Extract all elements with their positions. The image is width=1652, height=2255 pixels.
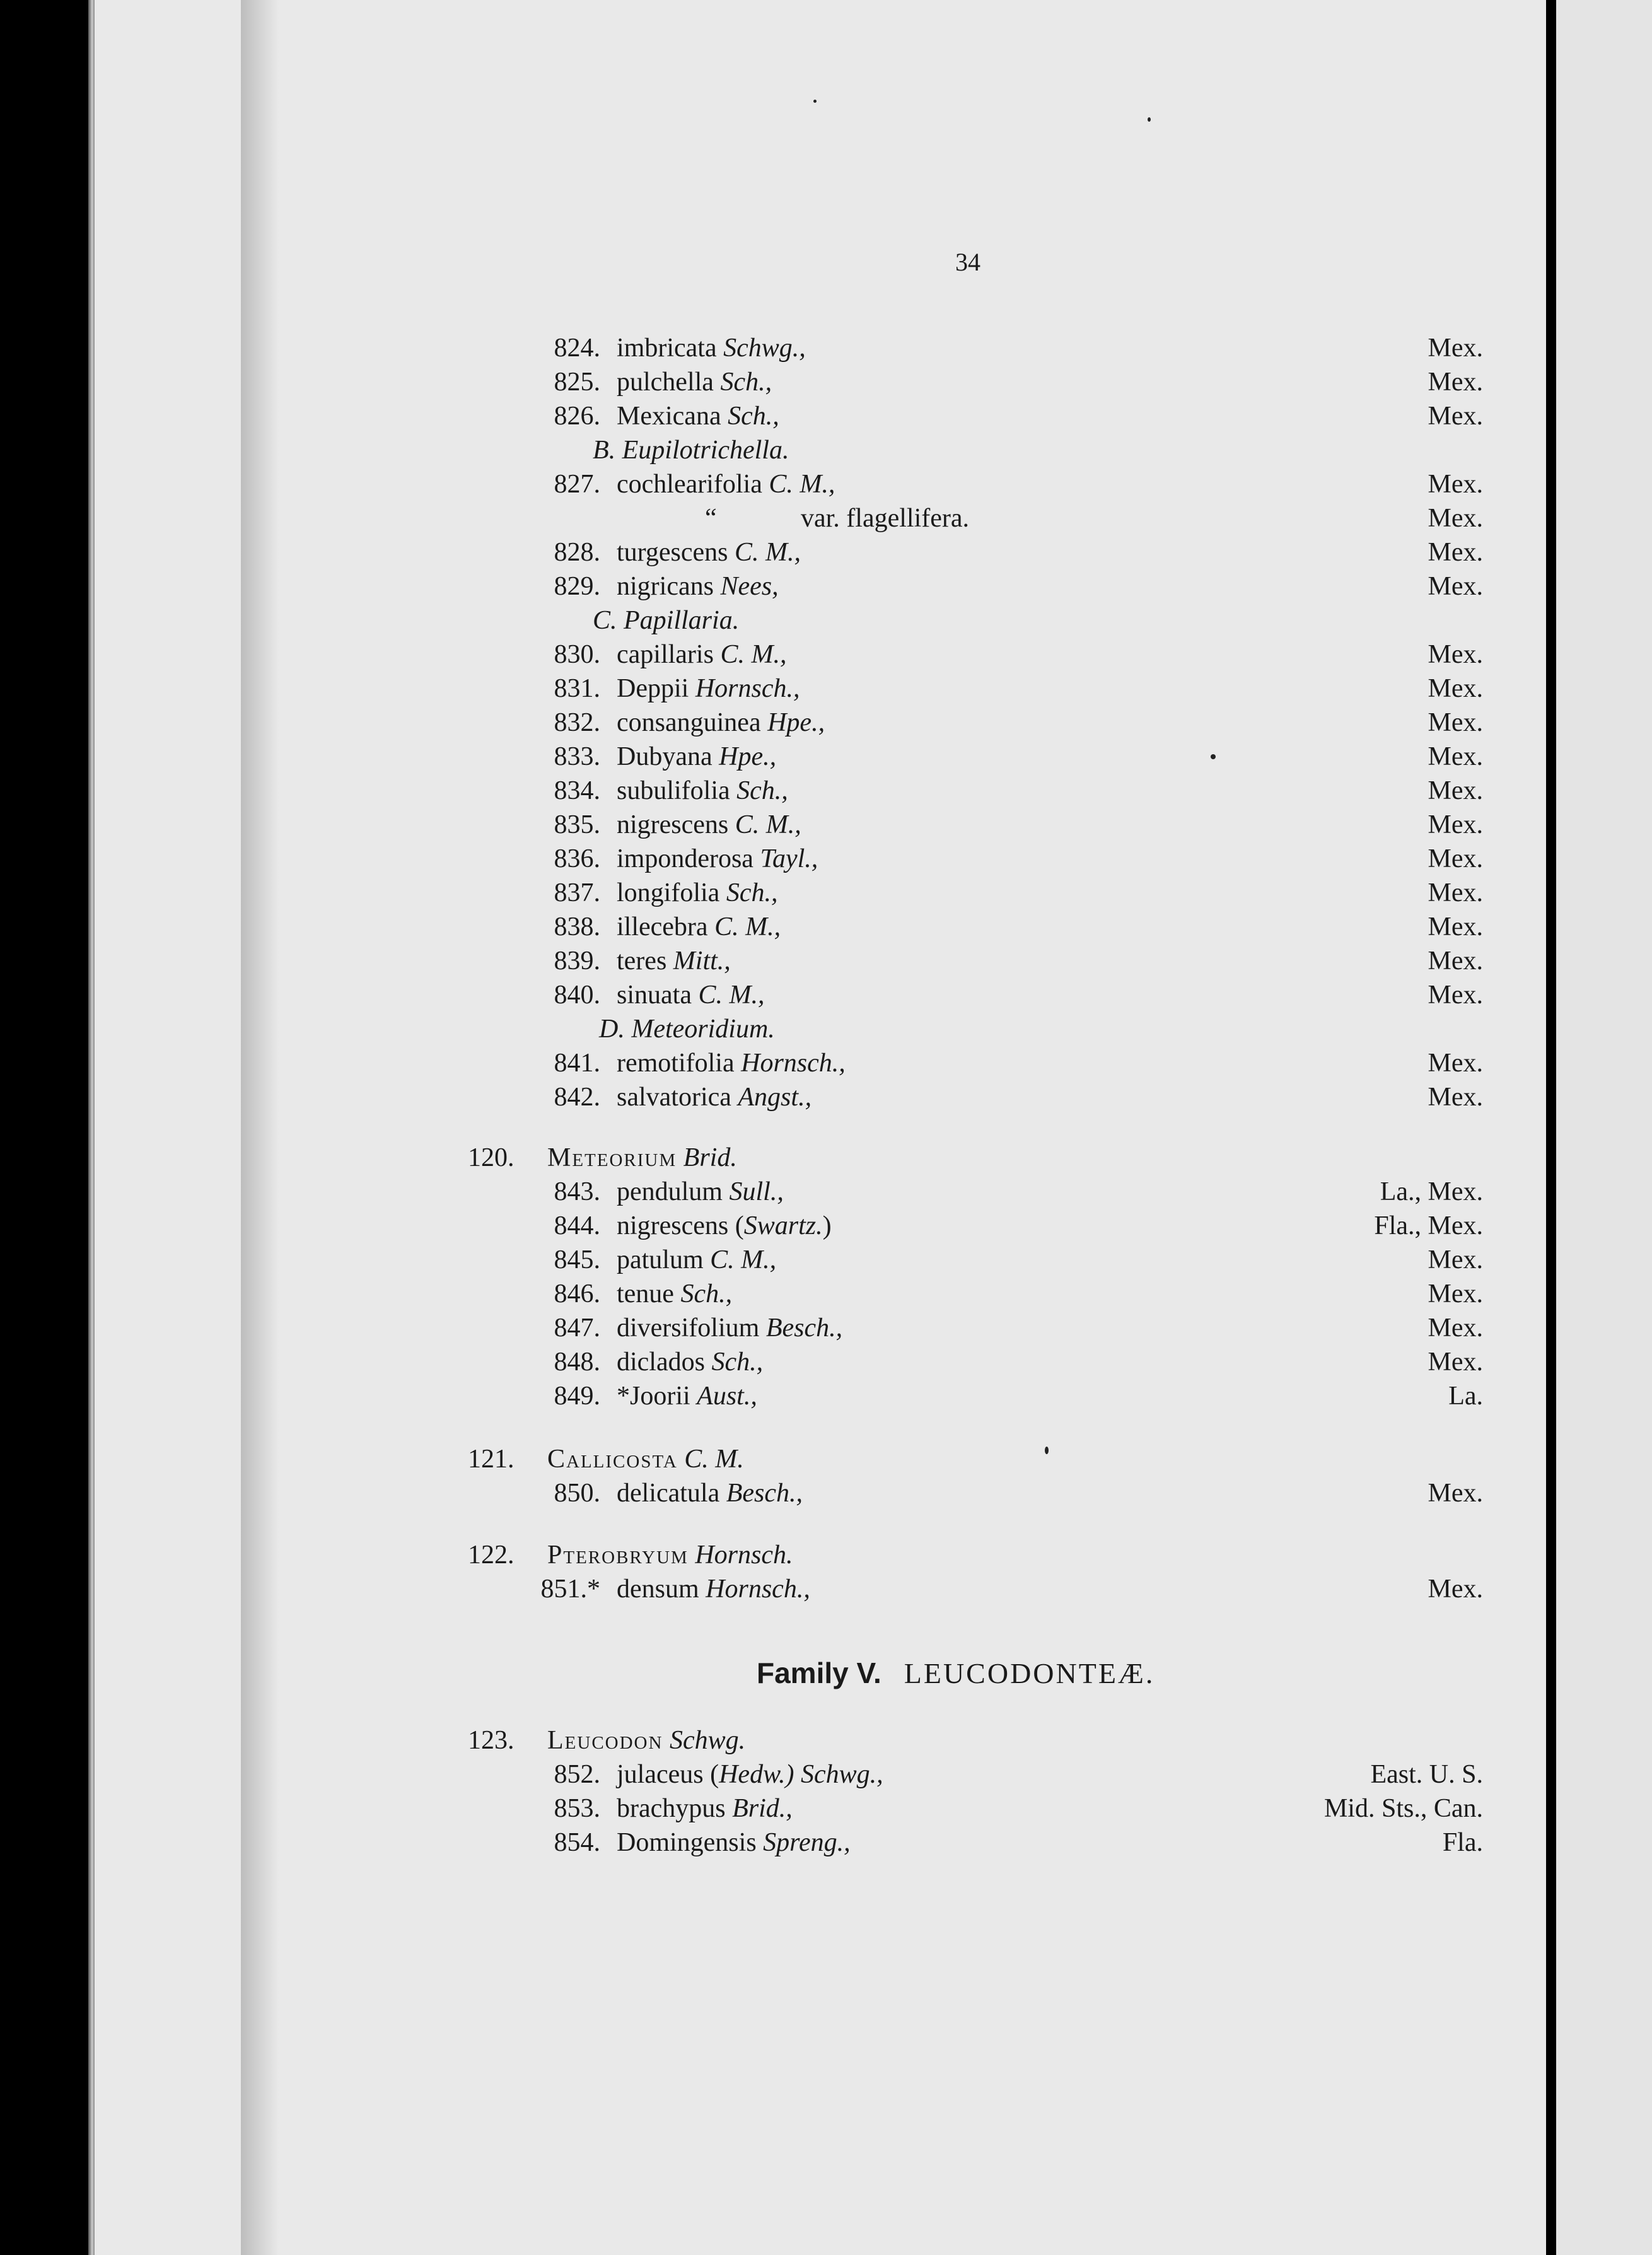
- variety-name: var. flagellifera.: [801, 504, 970, 533]
- species-entry: [95, 844, 1546, 878]
- species-entry: [95, 980, 1546, 1014]
- author: Hornsch.: [695, 1541, 793, 1570]
- species-name: nigricans Nees,: [617, 572, 779, 601]
- species-name: salvatorica Angst.,: [617, 1083, 812, 1112]
- species-entry: [95, 537, 1546, 571]
- distribution: Mex.: [1428, 1575, 1483, 1604]
- species-entry: [95, 367, 1546, 401]
- species-entry: [95, 776, 1546, 810]
- genus-heading: [95, 1143, 1546, 1177]
- entry-number: 827.: [554, 470, 600, 499]
- genus-number: 120.: [468, 1143, 515, 1172]
- author: Sch.,: [680, 1279, 733, 1308]
- author: Nees,: [720, 572, 779, 601]
- species-name: pulchella Sch.,: [617, 368, 772, 397]
- author: Schwg.,: [723, 334, 806, 363]
- species-entry: [95, 1048, 1546, 1082]
- genus-heading: [95, 1725, 1546, 1759]
- book-page: [95, 0, 1546, 2255]
- distribution: Mex.: [1428, 708, 1483, 737]
- species-name: nigrescens C. M.,: [617, 810, 801, 839]
- entry-number: 831.: [554, 674, 600, 703]
- species-entry: [95, 1177, 1546, 1211]
- entry-number: 853.: [554, 1794, 600, 1823]
- species-name: patulum C. M.,: [617, 1245, 777, 1274]
- species-entry: [95, 708, 1546, 742]
- entry-number: 847.: [554, 1314, 600, 1343]
- species-name: consanguinea Hpe.,: [617, 708, 825, 737]
- species-entry: [95, 912, 1546, 946]
- author: Hpe.,: [719, 742, 777, 771]
- distribution: Mex.: [1428, 674, 1483, 703]
- author: Hedw.: [719, 1760, 786, 1789]
- genus-heading: [95, 1444, 1546, 1478]
- author: Brid.,: [732, 1794, 793, 1823]
- entry-number: 850.: [554, 1479, 600, 1508]
- species-name: illecebra C. M.,: [617, 912, 781, 941]
- distribution: Mex.: [1428, 878, 1483, 907]
- scan-speck: [1045, 1447, 1049, 1454]
- entry-number: 832.: [554, 708, 600, 737]
- author: C. M.,: [735, 538, 801, 567]
- distribution: Mid. Sts., Can.: [1323, 1794, 1483, 1823]
- species-name: pendulum Sull.,: [617, 1177, 784, 1206]
- entry-number: 849.: [554, 1382, 600, 1411]
- genus-name: Leucodon Schwg.: [547, 1726, 746, 1755]
- species-name: subulifolia Sch.,: [617, 776, 788, 805]
- distribution: Mex.: [1428, 1083, 1483, 1112]
- family-heading: [757, 1656, 1155, 1690]
- scan-speck: [1211, 754, 1216, 759]
- species-entry: [95, 1478, 1546, 1512]
- species-name: diversifolium Besch.,: [617, 1314, 843, 1343]
- author: Sull.,: [729, 1177, 784, 1206]
- entry-number: 825.: [554, 368, 600, 397]
- species-name: teres Mitt.,: [617, 947, 731, 976]
- subgenus-heading: D. Meteoridium.: [599, 1015, 775, 1044]
- distribution: Mex.: [1428, 1279, 1483, 1308]
- author: C. M.,: [720, 640, 787, 669]
- subgenus-heading: C. Papillaria.: [593, 606, 740, 635]
- species-entry: [95, 1279, 1546, 1313]
- family-name: LEUCODONTEÆ.: [904, 1657, 1155, 1689]
- author: Sch.,: [726, 878, 778, 907]
- distribution: Mex.: [1428, 1348, 1483, 1377]
- author: Brid.: [683, 1143, 737, 1172]
- author: Spreng.,: [763, 1828, 851, 1857]
- species-entry: [95, 946, 1546, 980]
- author: C. M.,: [714, 912, 781, 941]
- species-name: turgescens C. M.,: [617, 538, 801, 567]
- species-entry: [95, 469, 1546, 503]
- entry-number: 824.: [554, 334, 600, 363]
- species-name: Mexicana Sch.,: [617, 402, 779, 431]
- distribution: Mex.: [1428, 402, 1483, 431]
- author: Hornsch.,: [695, 674, 800, 703]
- author: Besch.,: [726, 1479, 803, 1508]
- distribution: Mex.: [1428, 1479, 1483, 1508]
- entry-number: 829.: [554, 572, 600, 601]
- species-entry: [95, 1245, 1546, 1279]
- author: Swartz.: [743, 1211, 823, 1240]
- species-entry: [95, 1082, 1546, 1116]
- entry-number: 854.: [554, 1828, 600, 1857]
- entry-number: 842.: [554, 1083, 600, 1112]
- adjacent-page-edge: [1556, 0, 1652, 2255]
- genus-heading: [95, 1540, 1546, 1574]
- species-entry: [95, 742, 1546, 776]
- genus-name: Pterobryum Hornsch.: [547, 1541, 793, 1570]
- page-gutter: [1546, 0, 1556, 2255]
- author: C. M.,: [710, 1245, 777, 1274]
- species-name: imbricata Schwg.,: [617, 334, 806, 363]
- species-entry: [95, 1211, 1546, 1245]
- species-name: Deppii Hornsch.,: [617, 674, 800, 703]
- species-name: sinuata C. M.,: [617, 981, 765, 1010]
- author: Sch.,: [720, 368, 772, 397]
- entry-number: 852.: [554, 1760, 600, 1789]
- species-name: Domingensis Spreng.,: [617, 1828, 851, 1857]
- entry-number: 835.: [554, 810, 600, 839]
- genus-number: 123.: [468, 1726, 515, 1755]
- species-entry: [95, 333, 1546, 367]
- species-name: diclados Sch.,: [617, 1348, 764, 1377]
- distribution: Mex.: [1428, 947, 1483, 976]
- species-entry: [95, 1827, 1546, 1862]
- author: C. M.,: [735, 810, 801, 839]
- distribution: Mex.: [1428, 981, 1483, 1010]
- author: Sch.,: [728, 402, 779, 431]
- distribution: Mex.: [1428, 504, 1483, 533]
- author: Besch.,: [765, 1314, 843, 1343]
- species-name: brachypus Brid.,: [617, 1794, 793, 1823]
- species-name: imponderosa Tayl.,: [617, 844, 818, 873]
- distribution: Mex.: [1428, 572, 1483, 601]
- distribution: Fla., Mex.: [1374, 1211, 1483, 1240]
- species-name: delicatula Besch.,: [617, 1479, 803, 1508]
- species-name: Dubyana Hpe.,: [617, 742, 777, 771]
- species-entry: [95, 810, 1546, 844]
- entry-number: 834.: [554, 776, 600, 805]
- variety-entry: [95, 503, 1546, 537]
- author: Hornsch.,: [741, 1049, 846, 1078]
- subgenus-heading: B. Eupilotrichella.: [593, 436, 789, 465]
- distribution: Mex.: [1428, 742, 1483, 771]
- entry-number: 839.: [554, 947, 600, 976]
- distribution: Mex.: [1428, 844, 1483, 873]
- entry-number: 837.: [554, 878, 600, 907]
- entry-number: 843.: [554, 1177, 600, 1206]
- distribution: Mex.: [1428, 912, 1483, 941]
- author: Schwg.: [669, 1726, 746, 1755]
- species-name: nigrescens (Swartz.): [617, 1211, 832, 1240]
- author: Sch.,: [736, 776, 788, 805]
- distribution: Mex.: [1428, 1049, 1483, 1078]
- distribution: Mex.: [1428, 470, 1483, 499]
- genus-number: 121.: [468, 1445, 515, 1474]
- distribution: La.: [1448, 1382, 1483, 1411]
- species-entry: [95, 639, 1546, 673]
- entry-number: 826.: [554, 402, 600, 431]
- species-name: julaceus (Hedw.) Schwg.,: [617, 1760, 883, 1789]
- distribution: Mex.: [1428, 1245, 1483, 1274]
- entry-number: 848.: [554, 1348, 600, 1377]
- species-entry: [95, 1347, 1546, 1381]
- family-label: Family V.: [757, 1657, 881, 1689]
- species-entry: [95, 1313, 1546, 1347]
- entry-number: 830.: [554, 640, 600, 669]
- author: Mitt.,: [673, 947, 731, 976]
- species-name: *Joorii Aust.,: [617, 1382, 757, 1411]
- author: Tayl.,: [760, 844, 818, 873]
- distribution: Mex.: [1428, 810, 1483, 839]
- species-entry: [95, 878, 1546, 912]
- entry-number: 851.*: [540, 1575, 600, 1604]
- distribution: La., Mex.: [1380, 1177, 1483, 1206]
- entry-number: 841.: [554, 1049, 600, 1078]
- distribution: Mex.: [1428, 776, 1483, 805]
- distribution: Mex.: [1428, 538, 1483, 567]
- entry-number: 844.: [554, 1211, 600, 1240]
- author: Angst.,: [738, 1083, 812, 1112]
- entry-number: 845.: [554, 1245, 600, 1274]
- entry-number: 833.: [554, 742, 600, 771]
- distribution: Mex.: [1428, 368, 1483, 397]
- author: Sch.,: [711, 1348, 764, 1377]
- species-entry: [95, 1574, 1546, 1608]
- distribution: Mex.: [1428, 1314, 1483, 1343]
- species-name: longifolia Sch.,: [617, 878, 778, 907]
- species-entry: [95, 401, 1546, 435]
- author: C. M.,: [769, 470, 835, 499]
- scan-speck: [813, 100, 817, 103]
- genus-name: Meteorium Brid.: [547, 1143, 737, 1172]
- distribution: Mex.: [1428, 640, 1483, 669]
- species-entry: [95, 673, 1546, 708]
- page-number: 34: [955, 248, 980, 276]
- author: C. M.: [684, 1445, 744, 1474]
- distribution: East. U. S.: [1370, 1760, 1483, 1789]
- entry-number: 840.: [554, 981, 600, 1010]
- species-entry: [95, 1381, 1546, 1415]
- genus-name: Callicosta C. M.: [547, 1445, 744, 1474]
- author: Aust.,: [697, 1382, 757, 1411]
- species-entry: [95, 1759, 1546, 1793]
- ditto-mark: “: [705, 504, 717, 533]
- author: Hpe.,: [767, 708, 825, 737]
- genus-number: 122.: [468, 1541, 515, 1570]
- entry-number: 828.: [554, 538, 600, 567]
- species-name: tenue Sch.,: [617, 1279, 733, 1308]
- species-entry: [95, 571, 1546, 605]
- species-name: capillaris C. M.,: [617, 640, 787, 669]
- species-name: cochlearifolia C. M.,: [617, 470, 835, 499]
- scan-speck: [1148, 117, 1151, 122]
- entry-number: 836.: [554, 844, 600, 873]
- distribution: Mex.: [1428, 334, 1483, 363]
- species-name: densum Hornsch.,: [617, 1575, 810, 1604]
- species-entry: [95, 1793, 1546, 1827]
- distribution: Fla.: [1442, 1828, 1483, 1857]
- entry-number: 846.: [554, 1279, 600, 1308]
- species-name: remotifolia Hornsch.,: [617, 1049, 846, 1078]
- entry-number: 838.: [554, 912, 600, 941]
- author: C. M.,: [698, 981, 765, 1010]
- author: Hornsch.,: [706, 1575, 810, 1604]
